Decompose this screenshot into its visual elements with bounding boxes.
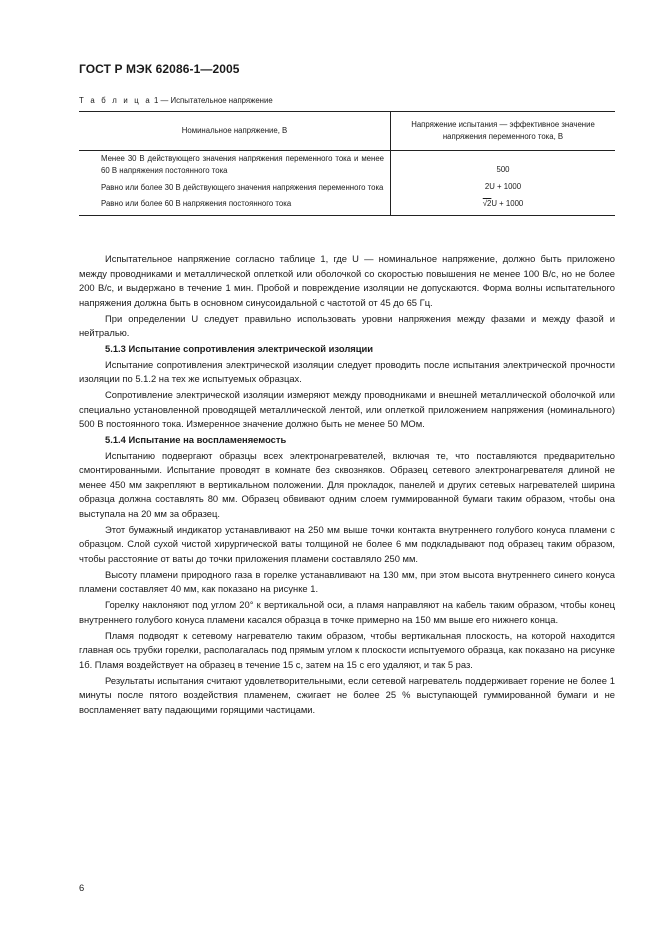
paragraph: Этот бумажный индикатор устанавливают на 250 мм выше точки контакта внутреннего голубого конуса пламени с образцом. Слой сухой чистой хирургической ваты толщиной не более 6 мм подкладывают под образец таким образом, чтобы расстояние от ваты до точки приложения пламени составляло 250 мм. [79,523,615,564]
table-row [79,179,615,196]
table-row [79,196,615,216]
paragraph: Сопротивление электрической изоляции измеряют между проводниками и внешней металлической оболочкой или специально установленной проводящей металлической лентой, или оплеткой приложением напряжения (номинального) 500 В постоянного тока. Измеренное значение должно быть не менее 50 МОм. [79,389,615,429]
paragraph: Горелку наклоняют под углом 20° к вертикальной оси, а пламя направляют на кабель таким образом, чтобы конец внутреннего голубого конуса пламени касался образца в точке примерно на 150 мм выше его нижнего конца. [79,599,615,625]
paragraph: Пламя подводят к сетевому нагревателю таким образом, чтобы вертикальная плоскость, на которой находится главная ось трубки горелки, располагалась под прямым углом к плоскости испытуемого образца, как показано на рисунке 1б. Пламя воздействует на образец в течение 15 с, затем на 15 с его удаляют, и так 5 раз. [79,629,615,670]
table-cell-nominal [79,179,391,196]
col-header-test-voltage-line2: напряжения переменного тока, В [442,132,564,141]
table-cell-nominal [79,196,391,216]
paragraph: Испытание сопротивления электрической изоляции следует проводить после испытания электрической прочности изоляции по 5.1.2 на тех же испытуемых образцах. [79,358,615,384]
table-cell-test: 2U + 1000 [484,182,522,191]
test-formula-rest: U + 1000 [491,199,524,208]
section-heading-5-1-4: 5.1.4 Испытание на воспламеняемость [105,434,287,445]
test-voltage-table [79,111,615,216]
table-cell-test [391,196,616,216]
page-number: 6 [79,882,85,893]
table-caption [79,96,273,105]
paragraph: Высоту пламени природного газа в горелке устанавливают на 130 мм, при этом высота внутреннего синего конуса пламени составляет 40 мм, как показано на рисунке 1. [79,568,615,594]
paragraph: Испытанию подвергают образцы всех электронагревателей, включая те, что поставляются предварительно смонтированными. Испытание проводят в комнате без сквозняков. Образец сетевого электронагревателя длиной не менее 450 мм закрепляют в вертикальном положении. Для прокладок, панелей и других сетевых нагревателей ширина образца должна составлять 80 мм. Образец обвивают одним слоем гуммированной бумаги таким образом, чтобы она выступала на 20 мм за образец. [79,449,615,519]
section-heading-5-1-3: 5.1.3 Испытание сопротивления электрической изоляции [105,343,374,354]
nominal-text: Менее 30 В действующего значения напряжения переменного тока и менее 60 В напряжения постоянного тока [101,154,384,175]
col-header-test-voltage-line1: Напряжение испытания — эффективное значение [411,120,595,129]
col-header-test-voltage [391,112,616,151]
table-cell-nominal [79,151,391,180]
table-caption-text: 1 — Испытательное напряжение [151,96,273,105]
table-row [79,151,615,180]
table-cell-test: 500 [496,165,510,174]
nominal-text: Равно или более 30 В действующего значения напряжения переменного тока [101,182,384,192]
paragraph: Результаты испытания считают удовлетворительными, если сетевой нагреватель поддерживает горение не более 1 минуты после пятого воздействия пламенем, сжигает не более 25 % выступающей гуммированной бумаги и не воспламеняет вату падающими горящими частицами. [79,674,615,715]
table-header-row [79,112,615,151]
paragraph: Испытательное напряжение согласно таблице 1, где U — номинальное напряжение, должно быть приложено между проводниками и металлической оплеткой или оболочкой со скоростью повышения не менее 100 В/с, но не более 200 В/с, и выдержано в течение 1 мин. Пробой и повреждение изоляции не допускаются. Форма волны испытательного напряжения должна быть в основном синусоидальной с частотой от 45 до 65 Гц. [79,253,615,308]
col-header-nominal: Номинальное напряжение, В [79,112,391,151]
body-text [79,252,615,719]
standard-title: ГОСТ Р МЭК 62086-1—2005 [79,62,240,76]
sqrt-symbol: √2 [482,199,492,208]
table-caption-prefix: Т а б л и ц а [79,96,152,105]
paragraph: При определении U следует правильно использовать уровни напряжения между фазами и между фазой и нейтралью. [79,312,615,338]
nominal-text: Равно или более 60 В напряжения постоянного тока [101,199,292,208]
